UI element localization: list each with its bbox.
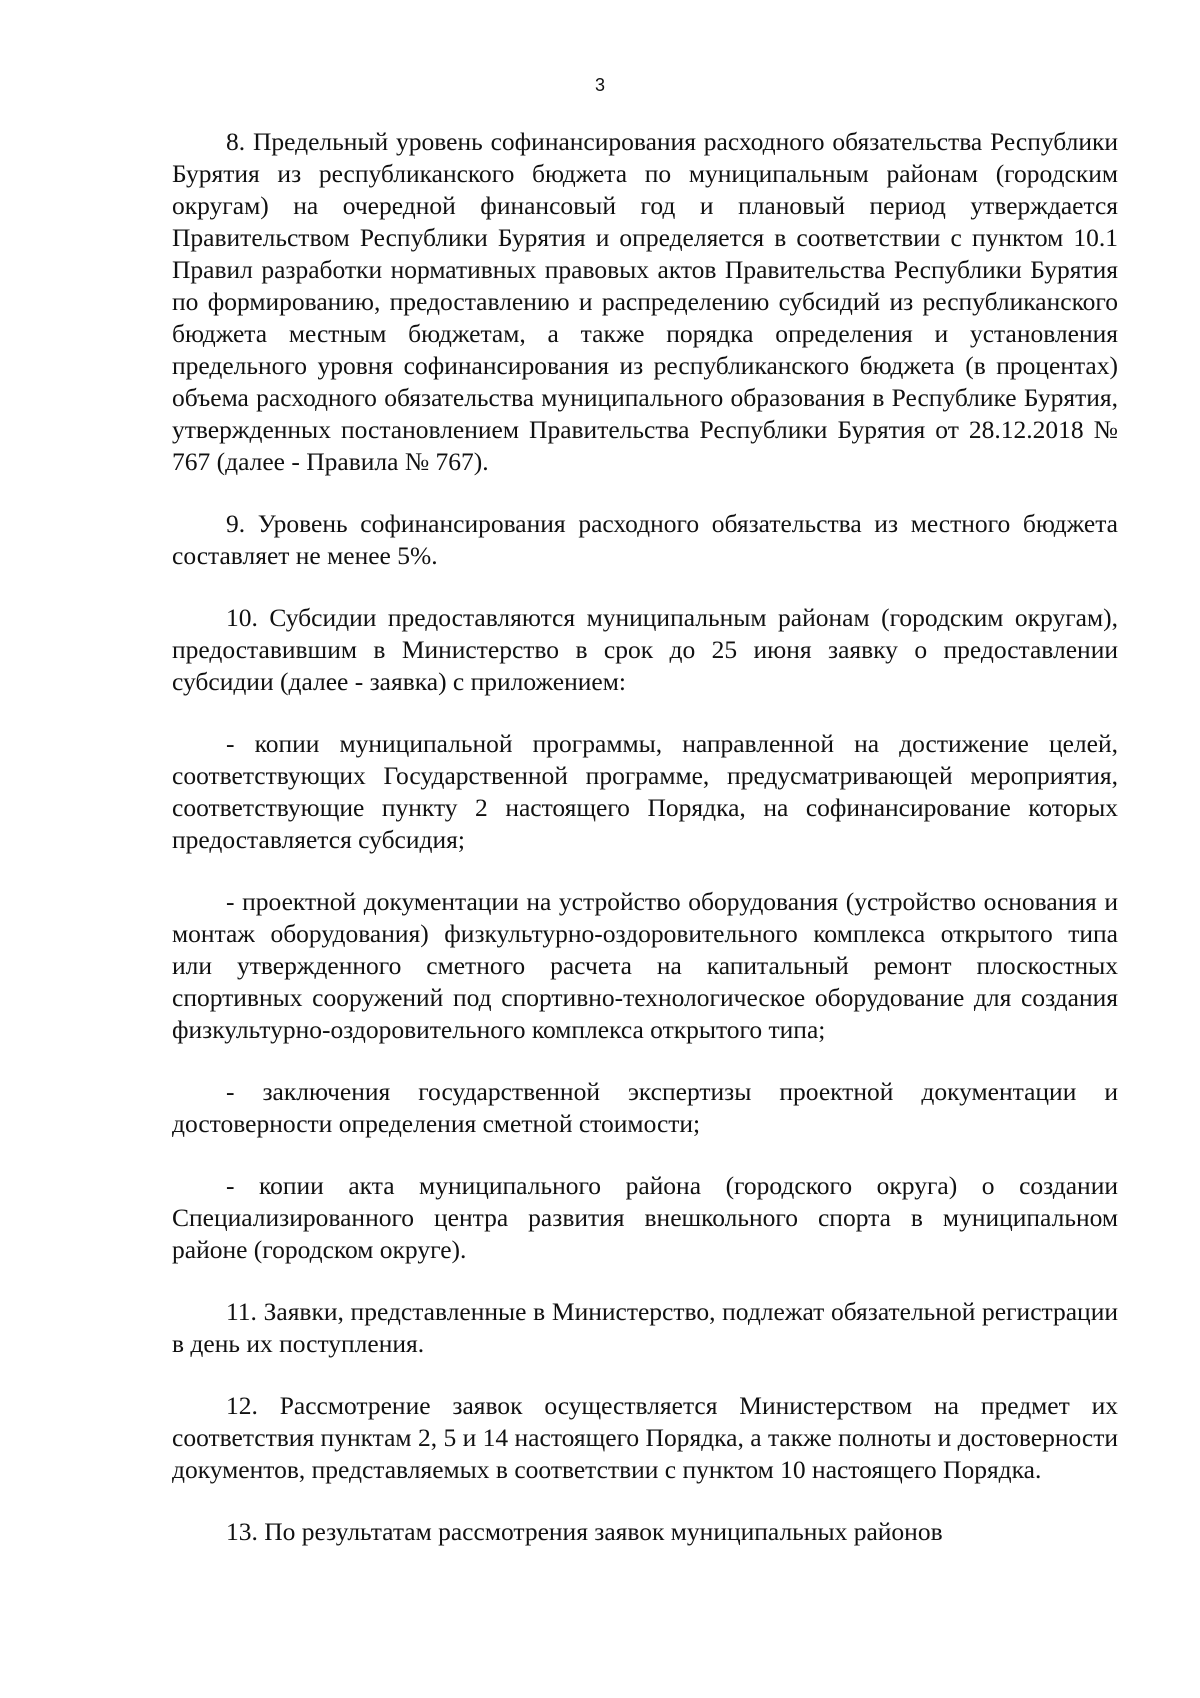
paragraph-10: 10. Субсидии предоставляются муниципальным районам (городским округам), предоставившим в Министерство в срок до 25 июня заявку о предоставлении субсидии (далее - заявка) с приложением: (172, 603, 1118, 696)
page-number: 3 (594, 75, 605, 95)
paragraph-10-item-program: - копии муниципальной программы, направленной на достижение целей, соответствующих Государственной программе, предусматривающей мероприятия, соответствующие пункту 2 настоящего Порядка, на софинансирование которых предоставляется субсидия; (172, 729, 1118, 854)
document-body (172, 126, 1118, 1548)
paragraph-13: 13. По результатам рассмотрения заявок муниципальных районов (226, 1517, 943, 1546)
paragraph-10-item-project-docs: - проектной документации на устройство оборудования (устройство основания и монтаж оборудования) физкультурно-оздоровительного комплекса открытого типа или утвержденного сметного расчета на капитальный ремонт плоскостных спортивных сооружений под спортивно-технологическое оборудование для создания физкультурно-оздоровительного комплекса открытого типа; (172, 887, 1118, 1044)
paragraph-10-item-act: - копии акта муниципального района (городского округа) о создании Специализированного центра развития внешкольного спорта в муниципальном районе (городском округе). (172, 1171, 1118, 1264)
paragraph-11: 11. Заявки, представленные в Министерство, подлежат обязательной регистрации в день их поступления. (172, 1297, 1118, 1358)
paragraph-9: 9. Уровень софинансирования расходного обязательства из местного бюджета составляет не менее 5%. (172, 509, 1118, 570)
paragraph-12: 12. Рассмотрение заявок осуществляется Министерством на предмет их соответствия пунктам 2, 5 и 14 настоящего Порядка, а также полноты и достоверности документов, представляемых в соответствии с пунктом 10 настоящего Порядка. (172, 1391, 1118, 1484)
paragraph-8: 8. Предельный уровень софинансирования расходного обязательства Республики Бурятия из республиканского бюджета по муниципальным районам (городским округам) на очередной финансовый год и плановый период утверждается Правительством Республики Бурятия и определяется в соответствии с пунктом 10.1 Правил разработки нормативных правовых актов Правительства Республики Бурятия по формированию, предоставлению и распределению субсидий из республиканского бюджета местным бюджетам, а также порядка определения и установления предельного уровня софинансирования из республиканского бюджета (в процентах) объема расходного обязательства муниципального образования в Республике Бурятия, утвержденных постановлением Правительства Республики Бурятия от 28.12.2018 № 767 (далее - Правила № 767). (172, 127, 1118, 476)
paragraph-10-item-expertise: - заключения государственной экспертизы проектной документации и достоверности определения сметной стоимости; (172, 1077, 1118, 1138)
